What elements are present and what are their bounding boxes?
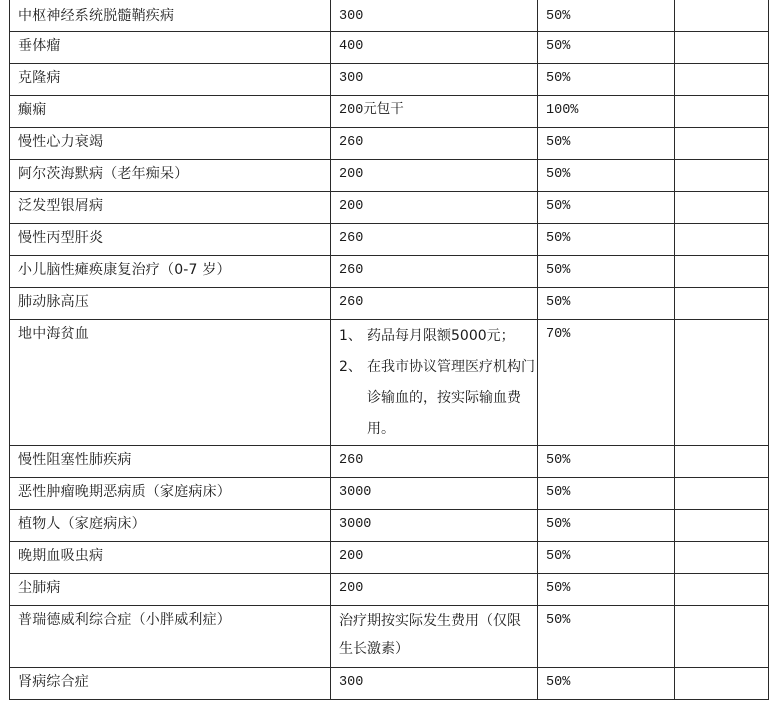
disease-name-cell: 慢性丙型肝炎	[10, 224, 331, 256]
table-row	[10, 32, 769, 64]
ratio-cell: 50%	[538, 668, 675, 700]
disease-name-cell: 肾病综合症	[10, 668, 331, 700]
ratio-cell: 50%	[538, 288, 675, 320]
disease-limit-table	[9, 0, 769, 700]
extra-cell	[675, 96, 769, 128]
extra-cell	[675, 606, 769, 668]
disease-name-cell: 恶性肿瘤晚期恶病质（家庭病床）	[10, 478, 331, 510]
ratio-cell: 50%	[538, 446, 675, 478]
limit-cell: 260	[331, 128, 538, 160]
ratio-cell: 50%	[538, 192, 675, 224]
extra-cell	[675, 668, 769, 700]
extra-cell	[675, 64, 769, 96]
extra-cell	[675, 160, 769, 192]
ratio-cell: 50%	[538, 32, 675, 64]
ratio-cell: 50%	[538, 606, 675, 668]
table-row	[10, 574, 769, 606]
extra-cell	[675, 478, 769, 510]
disease-name-cell: 克隆病	[10, 64, 331, 96]
disease-name-cell: 地中海贫血	[10, 320, 331, 446]
ratio-cell: 70%	[538, 320, 675, 446]
table-row	[10, 96, 769, 128]
table-row	[10, 128, 769, 160]
table-row	[10, 320, 769, 446]
ratio-cell: 50%	[538, 542, 675, 574]
ratio-cell: 50%	[538, 510, 675, 542]
limit-cell: 300	[331, 64, 538, 96]
extra-cell	[675, 192, 769, 224]
disease-name-cell: 植物人（家庭病床）	[10, 510, 331, 542]
table-row	[10, 446, 769, 478]
table-row	[10, 256, 769, 288]
list-item	[339, 321, 537, 352]
extra-cell	[675, 510, 769, 542]
limit-cell: 200	[331, 542, 538, 574]
ratio-cell: 50%	[538, 160, 675, 192]
ratio-cell: 50%	[538, 224, 675, 256]
disease-name-cell: 慢性阻塞性肺疾病	[10, 446, 331, 478]
table-row	[10, 542, 769, 574]
disease-name-cell: 尘肺病	[10, 574, 331, 606]
disease-name-cell: 阿尔茨海默病（老年痴呆）	[10, 160, 331, 192]
disease-name-cell: 泛发型银屑病	[10, 192, 331, 224]
limit-cell: 200	[331, 192, 538, 224]
disease-name-cell: 垂体瘤	[10, 32, 331, 64]
extra-cell	[675, 542, 769, 574]
table-row	[10, 224, 769, 256]
ratio-cell: 50%	[538, 256, 675, 288]
limit-cell: 260	[331, 446, 538, 478]
table-row	[10, 0, 769, 32]
limit-cell: 200	[331, 574, 538, 606]
disease-name-cell: 小儿脑性瘫痪康复治疗（0-7 岁）	[10, 256, 331, 288]
extra-cell	[675, 574, 769, 606]
limit-list	[339, 321, 537, 445]
list-item-text: 药品每月限额5000元；	[367, 328, 515, 344]
table-row	[10, 510, 769, 542]
disease-name-cell: 晚期血吸虫病	[10, 542, 331, 574]
limit-cell: 3000	[331, 478, 538, 510]
list-marker: 1、	[339, 328, 362, 344]
list-marker: 2、	[339, 359, 362, 375]
limit-cell: 300	[331, 668, 538, 700]
table-row	[10, 192, 769, 224]
extra-cell	[675, 128, 769, 160]
table-row	[10, 288, 769, 320]
limit-cell: 3000	[331, 510, 538, 542]
extra-cell	[675, 288, 769, 320]
limit-cell: 260	[331, 224, 538, 256]
limit-cell: 治疗期按实际发生费用（仅限生长激素）	[331, 606, 538, 668]
extra-cell	[675, 320, 769, 446]
limit-list-cell	[331, 320, 538, 446]
disease-name-cell: 慢性心力衰竭	[10, 128, 331, 160]
list-item-text: 在我市协议管理医疗机构门诊输血的，按实际输血费用。	[367, 359, 535, 437]
ratio-cell: 50%	[538, 574, 675, 606]
limit-cell: 260	[331, 288, 538, 320]
table-body	[10, 0, 769, 700]
limit-cell: 400	[331, 32, 538, 64]
table-row	[10, 160, 769, 192]
table-row	[10, 606, 769, 668]
limit-cell: 300	[331, 0, 538, 32]
extra-cell	[675, 446, 769, 478]
list-item	[339, 352, 537, 445]
disease-name-cell: 中枢神经系统脱髓鞘疾病	[10, 0, 331, 32]
limit-cell: 200	[331, 160, 538, 192]
ratio-cell: 50%	[538, 478, 675, 510]
extra-cell	[675, 224, 769, 256]
disease-name-cell: 普瑞德威利综合症（小胖威利症）	[10, 606, 331, 668]
table-row	[10, 668, 769, 700]
ratio-cell: 50%	[538, 64, 675, 96]
disease-name-cell: 癫痫	[10, 96, 331, 128]
extra-cell	[675, 32, 769, 64]
extra-cell	[675, 256, 769, 288]
ratio-cell: 50%	[538, 0, 675, 32]
extra-cell	[675, 0, 769, 32]
ratio-cell: 50%	[538, 128, 675, 160]
disease-name-cell: 肺动脉高压	[10, 288, 331, 320]
table-row	[10, 64, 769, 96]
limit-cell: 200元包干	[331, 96, 538, 128]
ratio-cell: 100%	[538, 96, 675, 128]
table-row	[10, 478, 769, 510]
limit-cell: 260	[331, 256, 538, 288]
